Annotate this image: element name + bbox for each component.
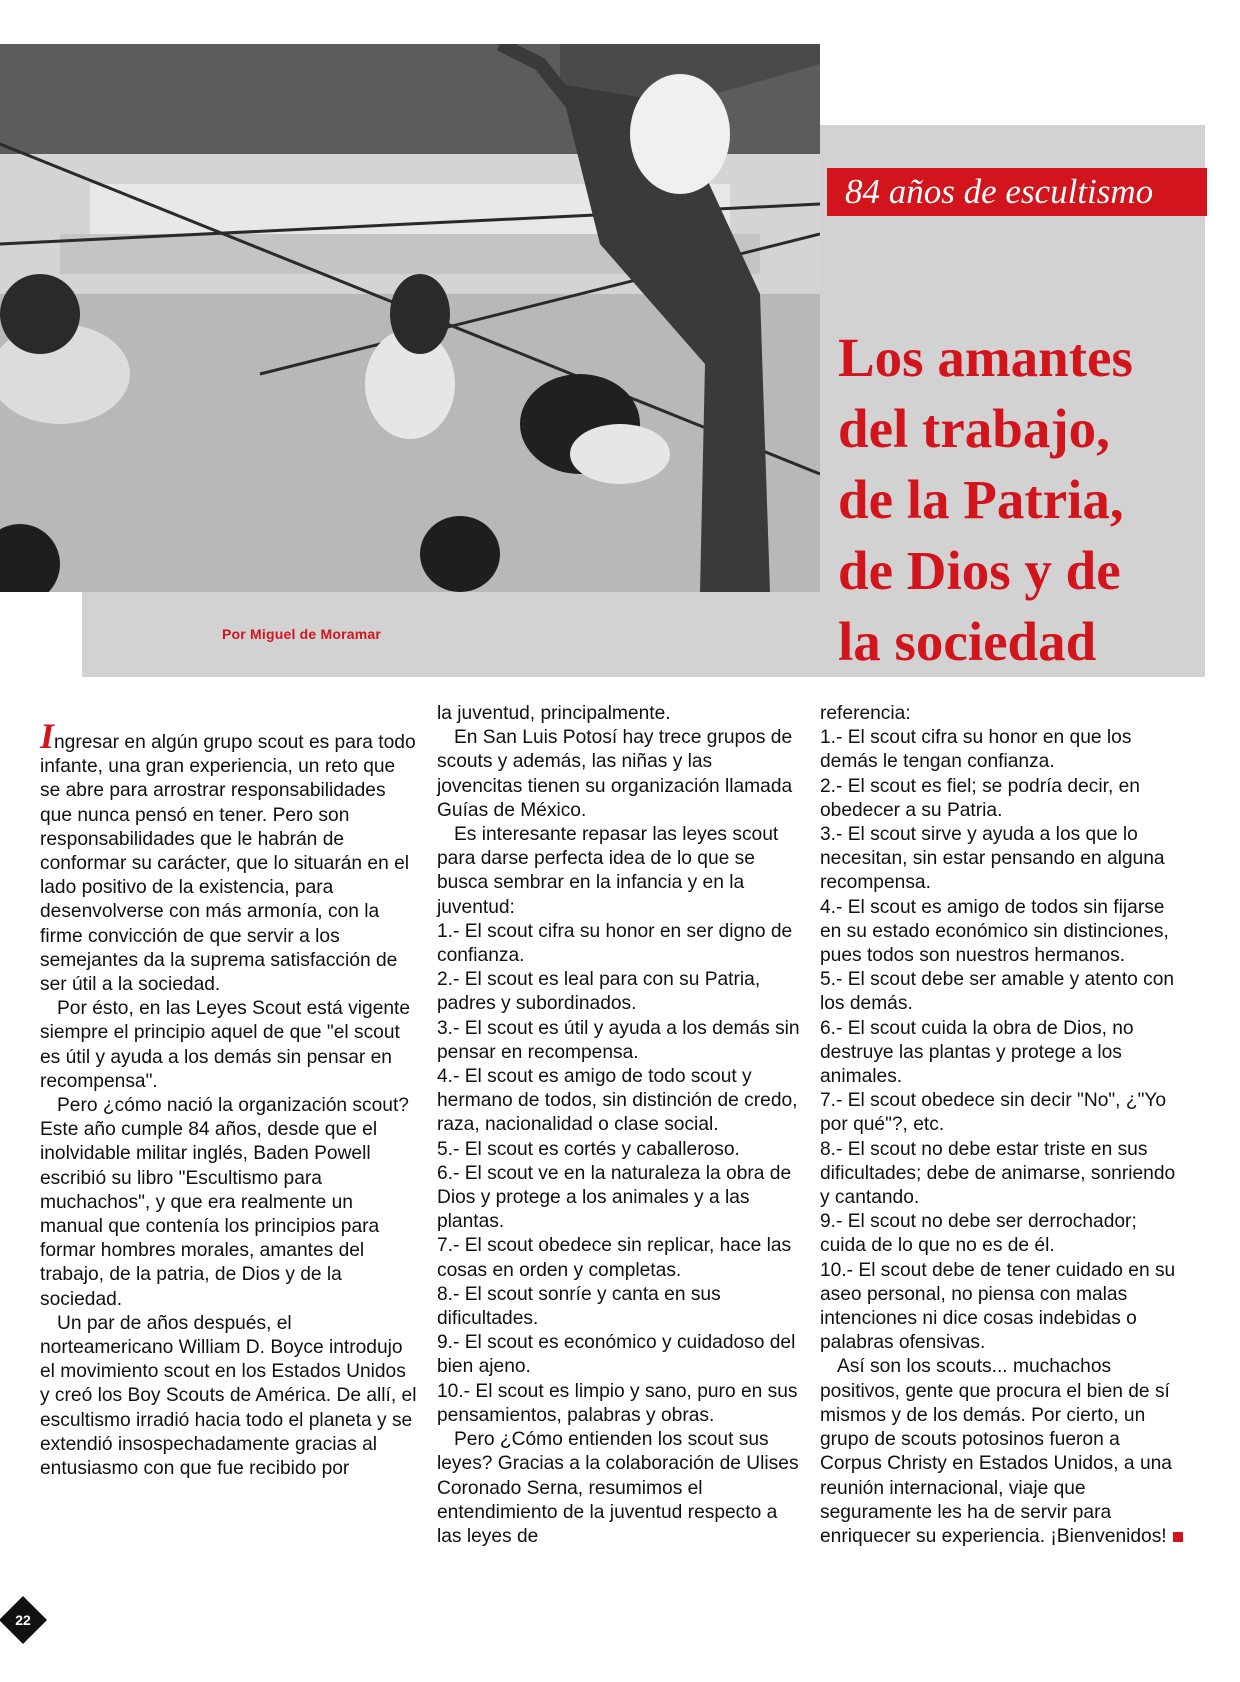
scout-law: 6.- El scout ve en la naturaleza la obra de Dios y protege a los animales y a las plantas. [437,1162,792,1233]
page-number-badge [0,1596,47,1644]
paragraph: Pero ¿Cómo entienden los scout sus leyes? Gracias a la colaboración de Ulises Coronado Serna, resumimos el entendimiento de la juventud respecto a las leyes de [437,1429,799,1547]
article-column-3 [820,702,1185,1549]
law-interpretation: 10.- El scout debe de tener cuidado en su aseo personal, no piensa con malas intenciones ni dice cosas indebidas o palabras ofensivas. [820,1259,1176,1354]
paragraph: Es interesante repasar las leyes scout para darse perfecta idea de lo que se busca sembrar en la infancia y en la juventud: [437,824,779,918]
paragraph-text: ngresar en algún grupo scout es para todo infante, una gran experiencia, un reto que se abre para arrostrar responsabilidades que nunca pensó en tener. Pero son responsabilidades que le habrán de conformar su carácter, que lo situarán en el lado positivo de la existencia, para desenvolverse con más armonía, con la firme convicción de que servir a los semejantes da la suprema satisfacción de ser útil a la sociedad. [40,732,416,996]
headline-line: de Dios y de [838,540,1121,601]
scout-law: 9.- El scout es económico y cuidadoso del bien ajeno. [437,1332,796,1378]
scout-law: 10.- El scout es limpio y sano, puro en sus pensamientos, palabras y obras. [437,1380,798,1426]
scout-law: 3.- El scout es útil y ayuda a los demás sin pensar en recompensa. [437,1017,800,1063]
law-interpretation: 3.- El scout sirve y ayuda a los que lo necesitan, sin estar pensando en alguna recompensa. [820,824,1165,894]
paragraph: la juventud, principalmente. [437,703,671,724]
closing-text: Así son los scouts... muchachos positivos, gente que procura el bien de sí mismos y de los demás. Por cierto, un grupo de scouts potosinos fueron a Corpus Christy en Estados Unidos, a una reunión internacional, viaje que seguramente les ha de servir para enriquecer su experiencia. ¡Bienvenidos! [820,1356,1172,1547]
headline [838,322,1198,677]
law-interpretation: 8.- El scout no debe estar triste en sus dificultades; debe de animarse, sonriendo y cantando. [820,1138,1176,1209]
law-interpretation: 1.- El scout cifra su honor en que los demás le tengan confianza. [820,727,1132,773]
scouts-rope-photo [0,44,820,592]
scout-law: 5.- El scout es cortés y caballeroso. [437,1138,740,1160]
kicker: 84 años de escultismo [827,168,1207,216]
page-number: 22 [15,1612,31,1628]
law-interpretation: 9.- El scout no debe ser derrochador; cuida de lo que no es de él. [820,1211,1137,1257]
byline-band [82,592,820,677]
law-interpretation: 4.- El scout es amigo de todos sin fijarse en su estado económico sin distinciones, pues todos son nuestros hermanos. [820,896,1169,967]
byline: Por Miguel de Moramar [222,626,382,642]
article-column-2 [437,702,802,1549]
law-interpretation: 2.- El scout es fiel; se podría decir, en obedecer a su Patria. [820,775,1140,821]
article-column-1 [40,716,420,1481]
paragraph: Por ésto, en las Leyes Scout está vigente siempre el principio aquel de que "el scout es útil y ayuda a los demás sin pensar en recompensa". [40,998,411,1092]
scout-law: 1.- El scout cifra su honor en ser digno de confianza. [437,920,793,967]
paragraph: Pero ¿cómo nació la organización scout? Este año cumple 84 años, desde que el inolvidable militar inglés, Baden Powell escribió su libro "Escultismo para muchachos", y que era realmente un manual que contenía los principios para formar hombres morales, amantes del trabajo, de la patria, de Dios y de la sociedad. [40,1095,409,1310]
end-mark-icon [1173,1532,1183,1542]
paragraph: Un par de años después, el norteamericano William D. Boyce introdujo el movimiento scout en los Estados Unidos y creó los Boy Scouts de América. De allí, el escultismo irradió hacia todo el planeta y se extendió insospechadamente gracias al entusiasmo con que fue recibido por [40,1312,417,1480]
headline-line: de la Patria, [838,469,1124,530]
scout-law: 2.- El scout es leal para con su Patria, padres y subordinados. [437,969,761,1015]
law-interpretation: 5.- El scout debe ser amable y atento con los demás. [820,969,1175,1015]
law-interpretation: 6.- El scout cuida la obra de Dios, no destruye las plantas y protege a los animales. [820,1017,1134,1088]
scout-law: 8.- El scout sonríe y canta en sus dificultades. [437,1283,721,1330]
paragraph [820,1355,1185,1549]
headline-line: Los amantes [838,327,1133,388]
law-interpretation: 7.- El scout obedece sin decir "No", ¿"Yo por qué"?, etc. [820,1090,1167,1136]
headline-line: la sociedad [838,611,1097,672]
drop-cap: I [40,716,55,756]
paragraph: En San Luis Potosí hay trece grupos de scouts y además, las niñas y las jovencitas tienen su organización llamada Guías de México. [437,727,793,821]
paragraph: referencia: [820,703,911,724]
paragraph [40,716,420,997]
scout-law: 4.- El scout es amigo de todo scout y hermano de todos, sin distinción de credo, raza, nacionalidad o clase social. [437,1066,798,1136]
scout-law: 7.- El scout obedece sin replicar, hace las cosas en orden y completas. [437,1235,792,1281]
headline-line: del trabajo, [838,398,1110,459]
